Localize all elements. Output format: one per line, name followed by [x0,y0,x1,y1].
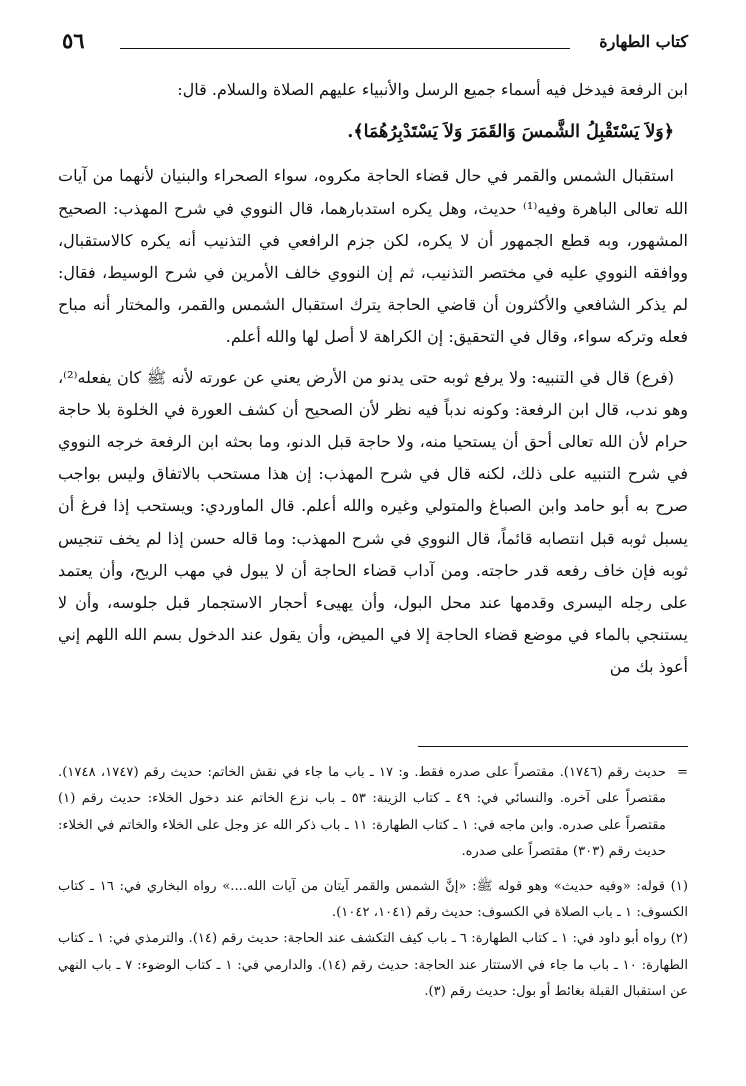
continuation-mark: = [676,765,688,780]
footnote-continuation [58,760,688,866]
footnotes [58,760,688,1006]
paragraph: (فرع) قال في التنبيه: ولا يرفع ثوبه حتى يدنو من الأرض يعني عن عورته لأنه ﷺ كان يفعله⁽²⁾، وهو ندب، قال ابن الرفعة: وكونه ندباً فيه نظر لأن الصحيح أن كشف العورة في الخلوة بلا حاجة حرام لأن الله تعالى أحق أن يستحيا منه، ولا حاجة قبل الدنو، وما بحثه ابن الرفعة خرجه النووي في شرح التنبيه على ذلك، لكنه قال في شرح المهذب: إن هذا مستحب بالاتفاق وليس بواجب صرح به أبو حامد وابن الصباغ والمتولي وغيره والله أعلم. قال الماوردي: ويستحب إذا فرغ أن يسبل ثوبه قبل انتصابه قائماً، قال النووي في شرح المهذب: وما قاله حسن إذا لم يخف تنجيس ثوبه فإن خاف رفعه قدر حاجته. ومن آداب قضاء الحاجة أن لا يبول في مهب الريح، وأن يعتمد على رجله اليسرى وقدمها عند محل البول، وأن يهيىء أحجار الاستجمار قبل جلوسه، وأن لا يستنجي بالماء في موضع قضاء الحاجة إلا في الميض، وأن يقول عند الدخول بسم الله اللهم إني أعوذ بك من [58,367,689,677]
footnote-rule [418,746,688,747]
page-number: ٥٦ [62,28,85,53]
footnote-1: (١) قوله: «وفيه حديث» وهو قوله ﷺ: «إنَّ الشمس والقمر آيتان من آيات الله....» رواه البخاري في: ١٦ ـ كتاب الكسوف: ١ ـ باب الصلاة في الكسوف: حديث رقم (١٠٤١، ١٠٤٢). [58,878,688,921]
footnote-text: حديث رقم (١٧٤٦). مقتصراً على صدره فقط. و: ١٧ ـ باب ما جاء في نقش الخاتم: حديث رقم (١٧٤٧، ١٧٤٨). مقتصراً على آخره. والنسائي في: ٤٩ ـ كتاب الزينة: ٥٣ ـ باب نزع الخاتم عند دخول الخلاء: حديث رقم (١) مقتصراً على صدره. وابن ماجه في: ١ ـ كتاب الطهارة: ١١ ـ باب ذكر الله عز وجل على الخلاء والخاتم في الخلاء: حديث رقم (٣٠٣) مقتصراً على صدره. [58,765,667,860]
footnote-2: (٢) رواه أبو داود في: ١ ـ كتاب الطهارة: ٦ ـ باب كيف التكشف عند الحاجة: حديث رقم (١٤). والترمذي في: ١ ـ كتاب الطهارة: ١٠ ـ باب ما جاء في الاستتار عند الحاجة: حديث رقم (١٤). والدارمي في: ١ ـ كتاب الوضوء: ٧ ـ باب النهي عن استقبال القبلة بغائط أو بول: حديث رقم (٣). [58,931,689,1000]
paragraph: استقبال الشمس والقمر في حال قضاء الحاجة مكروه، سواء الصحراء والبنيان لأنهما من آيات الله تعالى الباهرة وفيه⁽¹⁾ حديث، وهل يكره استدبارهما، قال النووي في شرح المهذب: الصحيح المشهور، وبه قطع الجمهور أن لا يكره، لكن جزم الرافعي في التذنيب أنه يكره كالاستقبال، ووافقه النووي عليه في مختصر التذنيب، ثم إن النووي خالف الأمرين في شرح الوسيط، فقال: لم يذكر الشافعي والأكثرون أن قاضي الحاجة يترك استقبال الشمس والقمر، والمختار أنه مباح فعله وتركه سواء، وقال في التحقيق: إن الكراهة لا أصل لها والله أعلم. [58,166,689,347]
paragraph: ابن الرفعة فيدخل فيه أسماء جميع الرسل والأنبياء عليهم الصلاة والسلام. قال: [177,80,688,99]
main-text [58,74,688,684]
running-title: كتاب الطهارة [599,32,688,51]
page-header [58,28,688,58]
header-rule [120,48,570,49]
quran-verse: ﴿وَلاَ يَسْتَقْبِلُ الشَّمسَ وَالقَمَرَ وَلاَ يَسْتَدْبِرُهُمَا﴾. [347,122,674,143]
